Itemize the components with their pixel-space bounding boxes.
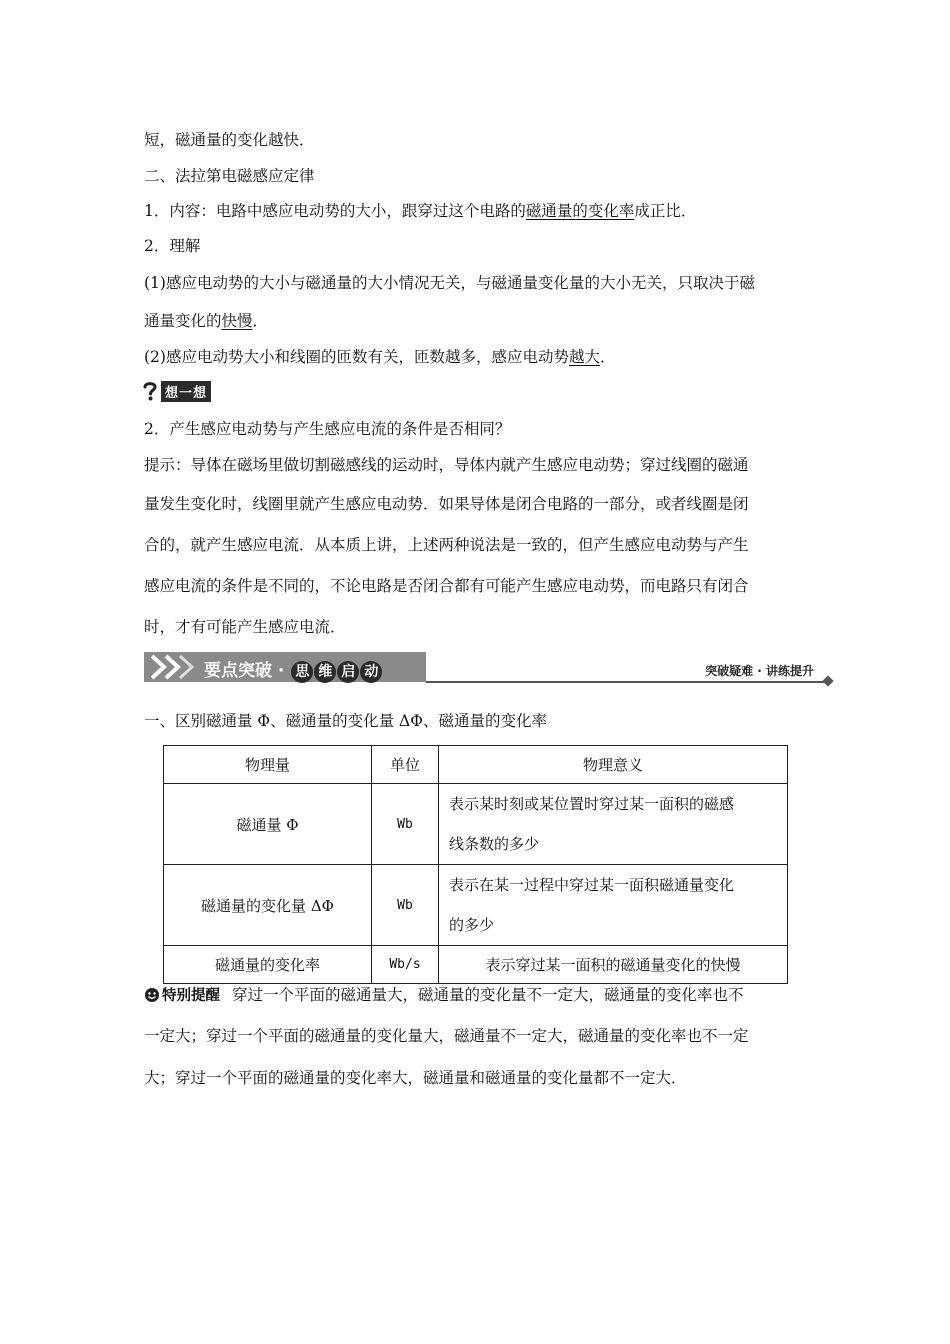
table-cell: Wb bbox=[372, 784, 439, 865]
table-cell: Wb/s bbox=[372, 946, 439, 984]
table-header: 物理量 bbox=[164, 746, 372, 784]
question-line: 2．产生感应电动势与产生感应电流的条件是否相同？ bbox=[144, 420, 511, 438]
hint-line: 感应电流的条件是不同的，不论电路是否闭合都有可能产生感应电动势，而电路只有闭合 bbox=[144, 577, 749, 595]
text-span: ． bbox=[252, 312, 269, 330]
comparison-table bbox=[163, 745, 788, 984]
banner-subtitle: 突破疑难 · 讲练提升 bbox=[705, 664, 814, 678]
banner-char: 维 bbox=[314, 661, 336, 683]
diamond-icon bbox=[822, 675, 833, 686]
underlined-answer: 磁通量的变化率 bbox=[525, 202, 635, 220]
table-header-row bbox=[164, 746, 788, 784]
think-badge bbox=[142, 381, 211, 401]
text-span: (2)感应电动势大小和线圈的匝数有关，匝数越多，感应电动势 bbox=[144, 348, 569, 366]
question-mark-icon bbox=[142, 381, 158, 401]
banner-dot: · bbox=[277, 661, 285, 681]
section-heading: 二、法拉第电磁感应定律 bbox=[144, 167, 315, 185]
table-cell bbox=[439, 784, 788, 865]
table-header: 单位 bbox=[372, 746, 439, 784]
table-header: 物理意义 bbox=[439, 746, 788, 784]
cell-line: 线条数的多少 bbox=[449, 835, 540, 853]
cell-line: 表示在某一过程中穿过某一面积磁通量变化 bbox=[449, 876, 735, 894]
text-span: ． bbox=[599, 348, 616, 366]
underlined-answer: 越大 bbox=[568, 348, 600, 366]
text-line bbox=[144, 347, 616, 367]
table-cell: 磁通量的变化量 ΔΦ bbox=[164, 865, 372, 946]
table-cell: 磁通量 Φ bbox=[164, 784, 372, 865]
table-cell bbox=[439, 865, 788, 946]
note-line bbox=[144, 985, 744, 1006]
table-row bbox=[164, 784, 788, 865]
cell-line: 的多少 bbox=[449, 916, 495, 934]
section-heading: 一、区别磁通量 Φ、磁通量的变化量 ΔΦ、磁通量的变化率 bbox=[144, 712, 547, 730]
text-line bbox=[144, 311, 268, 331]
text-span: 1．内容：电路中感应电动势的大小，跟穿过这个电路的 bbox=[144, 202, 526, 220]
section-banner bbox=[144, 652, 836, 686]
text-line: (1)感应电动势的大小与磁通量的大小情况无关，与磁通量变化量的大小无关，只取决于磁 bbox=[144, 274, 755, 292]
note-line: 大；穿过一个平面的磁通量的变化率大，磁通量和磁通量的变化量都不一定大． bbox=[144, 1069, 687, 1087]
note-line: 一定大；穿过一个平面的磁通量的变化量大，磁通量不一定大，磁通量的变化率也不一定 bbox=[144, 1027, 749, 1045]
text-span: 通量变化的 bbox=[144, 312, 222, 330]
table-row bbox=[164, 865, 788, 946]
text-line bbox=[144, 201, 696, 221]
banner-char: 启 bbox=[337, 661, 359, 683]
note-text: 穿过一个平面的磁通量大，磁通量的变化量不一定大，磁通量的变化率也不 bbox=[232, 986, 744, 1004]
table-cell: 表示穿过某一面积的磁通量变化的快慢 bbox=[439, 946, 788, 984]
table-cell: 磁通量的变化率 bbox=[164, 946, 372, 984]
banner-bar bbox=[144, 652, 426, 682]
banner-title-text: 要点突破 bbox=[204, 661, 272, 681]
hint-line: 时，才有可能产生感应电流． bbox=[144, 618, 346, 636]
hint-line: 合的，就产生感应电流．从本质上讲，上述两种说法是一致的，但产生感应电动势与产生 bbox=[144, 536, 749, 554]
table-cell: Wb bbox=[372, 865, 439, 946]
banner-rule bbox=[426, 681, 826, 683]
double-chevron-icon bbox=[148, 654, 196, 680]
text-line: 短，磁通量的变化越快． bbox=[144, 131, 315, 149]
text-span: 成正比． bbox=[634, 202, 697, 220]
banner-char: 思 bbox=[291, 661, 313, 683]
cell-line: 表示某时刻或某位置时穿过某一面积的磁感 bbox=[449, 795, 735, 813]
hint-line: 提示：导体在磁场里做切割磁感线的运动时，导体内就产生感应电动势；穿过线圈的磁通 bbox=[144, 456, 749, 474]
note-label: 特别提醒 bbox=[162, 988, 220, 1004]
banner-char: 动 bbox=[360, 661, 382, 683]
hint-line: 量发生变化时，线圈里就产生感应电动势．如果导体是闭合电路的一部分，或者线圈是闭 bbox=[144, 495, 749, 513]
underlined-answer: 快慢 bbox=[221, 312, 253, 330]
banner-title bbox=[204, 656, 382, 683]
table-row bbox=[164, 946, 788, 984]
smiley-icon bbox=[144, 987, 160, 1003]
text-line: 2．理解 bbox=[144, 237, 201, 255]
think-label: 想一想 bbox=[161, 381, 211, 402]
